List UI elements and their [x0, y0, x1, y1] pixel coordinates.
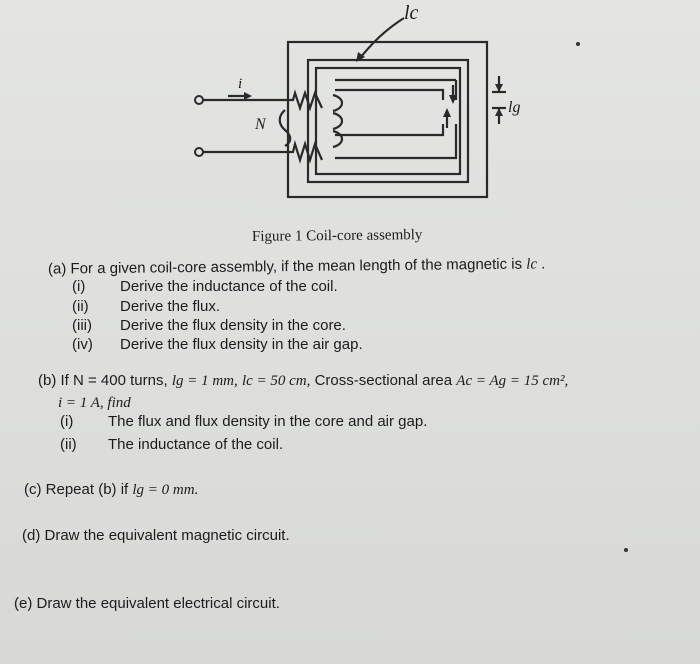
coil-winding-top [203, 93, 322, 108]
part-a-text: (a) For a given coil-core assembly, if the mean length of the magnetic is [47, 255, 523, 278]
label-lc: lc [404, 2, 419, 24]
part-b-item-1: (i) The flux and flux density in the core and air gap. [60, 413, 428, 430]
part-a-question: (a) For a given coil-core assembly, if the mean length of the magnetic is lc . [47, 255, 546, 278]
core-window-outer [308, 60, 468, 182]
label-lg: lg [508, 99, 521, 116]
part-c-question: (c) Repeat (b) if lg = 0 mm. [24, 481, 199, 498]
part-a-item-3: (iii) Derive the flux density in the core. [72, 317, 346, 334]
inner-core-top [335, 90, 443, 100]
coil-winding-bottom [203, 144, 322, 160]
inner-core-bottom [335, 124, 443, 135]
part-a-item-2: (ii) Derive the flux. [72, 298, 221, 315]
label-turns: N [255, 116, 266, 133]
stray-dot [576, 42, 580, 46]
part-a-symbol: lc [526, 256, 538, 273]
part-a-item-1: (i) Derive the inductance of the coil. [72, 278, 338, 295]
part-b-question: (b) If N = 400 turns, lg = 1 mm, lc = 50 cm, Cross-sectional area Ac = Ag = 15 cm², [38, 372, 569, 389]
part-a-item-4: (iv) Derive the flux density in the air gap. [72, 336, 363, 353]
part-b-item-2: (ii) The inductance of the coil. [60, 436, 284, 453]
lc-pointer [360, 18, 404, 58]
figure-caption: Figure 1 Coil-core assembly [251, 227, 423, 245]
stray-dot [624, 548, 628, 552]
coil-core-figure [0, 0, 700, 215]
part-d-question: (d) Draw the equivalent magnetic circuit. [22, 527, 290, 544]
part-b-current: i = 1 A, find [58, 395, 131, 411]
part-e-question: (e) Draw the equivalent electrical circuit. [14, 595, 280, 612]
terminal-top [195, 96, 203, 104]
terminal-bottom [195, 148, 203, 156]
label-current: i [238, 76, 243, 92]
